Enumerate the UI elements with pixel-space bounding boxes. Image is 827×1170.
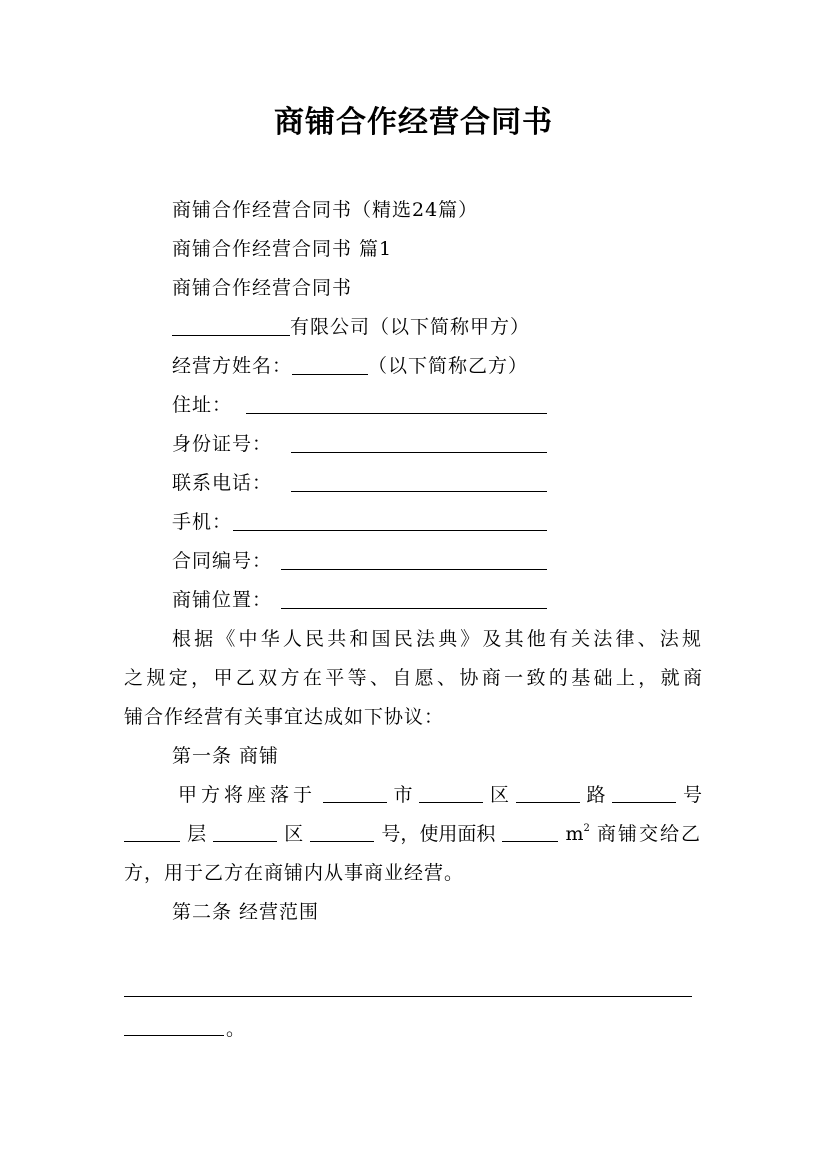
party-a-label: 有限公司（以下简称甲方） [290, 316, 531, 338]
business-scope-blank-2[interactable] [124, 1035, 224, 1036]
article-1-zone: 区 [284, 823, 304, 845]
contact-phone-label: 联系电话： [172, 472, 273, 494]
mobile-label: 手机： [172, 511, 233, 533]
field-contract-number [172, 548, 272, 574]
article-2-heading: 第二条 经营范围 [172, 901, 320, 923]
document-title: 商铺合作经营合同书 [274, 105, 553, 140]
article-1-road: 路 [586, 784, 606, 806]
subtitle: 商铺合作经营合同书（精选24篇） [172, 199, 479, 221]
preamble-line-2: 之规定，甲乙双方在平等、自愿、协商一致的基础上，就商 [124, 667, 702, 689]
article-heading: 商铺合作经营合同书 篇1 [172, 238, 393, 260]
field-address [172, 392, 232, 418]
party-a-blank[interactable] [172, 315, 290, 336]
party-b-name-blank[interactable] [292, 354, 368, 375]
city-blank[interactable] [323, 782, 387, 803]
address-blank[interactable] [246, 413, 547, 414]
party-b-name-label: 经营方姓名： [172, 355, 293, 377]
contact-phone-blank[interactable] [291, 491, 547, 492]
id-number-label: 身份证号： [172, 433, 273, 455]
field-mobile [172, 509, 232, 535]
shop-location-blank[interactable] [281, 608, 547, 609]
district-blank[interactable] [419, 782, 483, 803]
shop-number-blank[interactable] [310, 821, 374, 842]
id-number-blank[interactable] [291, 452, 547, 453]
article-1-floor: 层 [187, 823, 207, 845]
party-b-line [172, 353, 528, 379]
field-contact-phone [172, 470, 272, 496]
article-1-number: 号 [682, 784, 702, 806]
field-shop-location [172, 587, 272, 613]
party-b-name-suffix: （以下简称乙方） [368, 355, 529, 377]
shop-location-label: 商铺位置： [172, 589, 273, 611]
article-1-handover: 商铺交给乙 [596, 823, 702, 845]
preamble-line-3: 铺合作经营有关事宜达成如下协议： [124, 706, 445, 728]
article-1-text-1: 甲方将座落于 [178, 784, 317, 806]
article-1-area-label: 号，使用面积 [381, 823, 496, 845]
address-label: 住址： [172, 394, 233, 416]
field-id-number [172, 431, 272, 457]
article-1-line-1 [178, 782, 702, 808]
article-1-line-2 [124, 821, 702, 847]
article-1-area-unit: $m^2$ [565, 823, 590, 845]
party-a-line [172, 314, 530, 340]
road-blank[interactable] [516, 782, 580, 803]
mobile-blank[interactable] [233, 530, 547, 531]
article-2-end-mark: 。 [226, 1018, 247, 1040]
article-1-district: 区 [489, 784, 509, 806]
contract-number-label: 合同编号： [172, 550, 273, 572]
contract-number-blank[interactable] [281, 569, 547, 570]
business-scope-blank-1[interactable] [124, 996, 692, 997]
preamble-line-1: 根据《中华人民共和国民法典》及其他有关法律、法规 [172, 628, 702, 650]
area-blank[interactable] [502, 821, 558, 842]
article-1-line-3: 方，用于乙方在商铺内从事商业经营。 [124, 862, 465, 884]
floor-blank[interactable] [124, 821, 180, 842]
article-1-city: 市 [393, 784, 413, 806]
zone-blank[interactable] [213, 821, 277, 842]
contract-name: 商铺合作经营合同书 [172, 277, 353, 299]
article-1-heading: 第一条 商铺 [172, 745, 280, 767]
number-blank[interactable] [612, 782, 676, 803]
